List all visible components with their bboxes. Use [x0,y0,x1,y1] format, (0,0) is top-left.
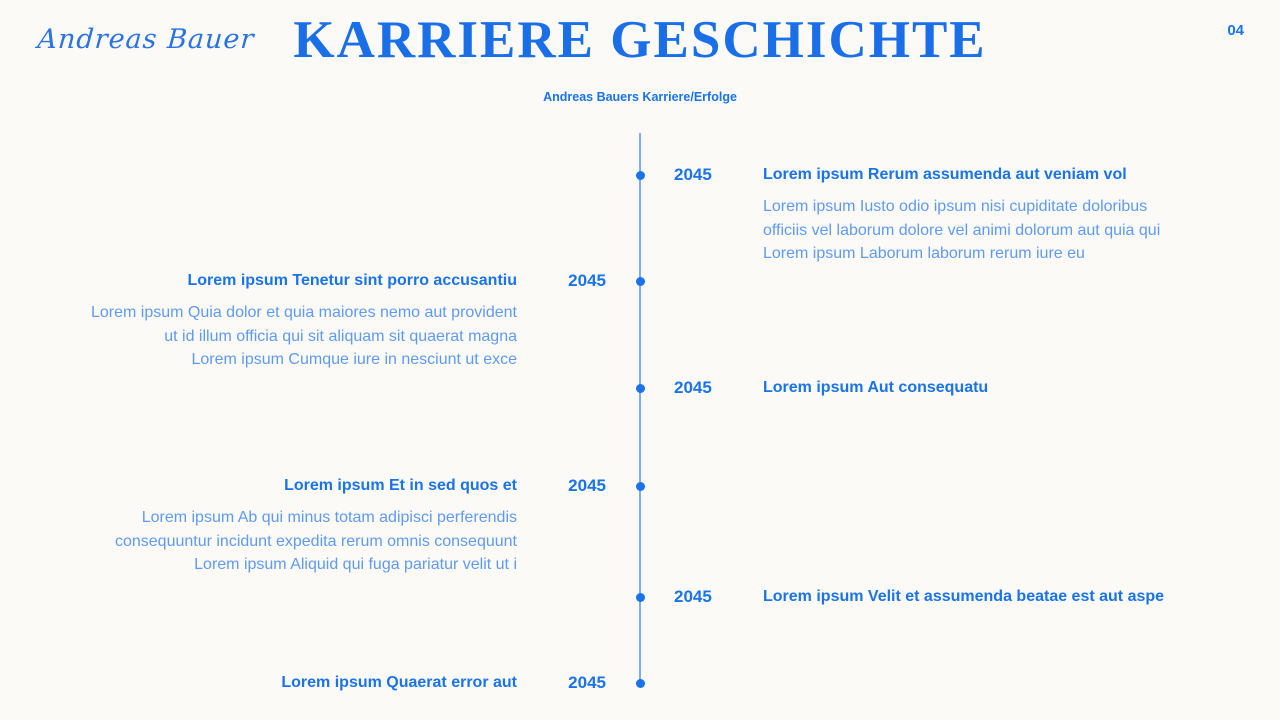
timeline-entry [674,585,1164,609]
page-subtitle: Andreas Bauers Karriere/Erfolge [543,90,737,104]
entry-year: 2045 [568,476,606,495]
timeline-entry [91,269,606,372]
entry-year: 2045 [568,673,606,692]
timeline-dot [636,171,645,180]
entry-content [763,585,1164,609]
entry-body: Lorem ipsum Iusto odio ipsum nisi cupiditate doloribus officiis vel laborum dolore vel animi dolorum aut quia qui Lorem ipsum Laborum laborum rerum iure eu [763,198,1161,262]
brand-signature: Andreas Bauer [36,24,256,55]
entry-year: 2045 [674,165,712,184]
entry-year: 2045 [674,378,712,397]
timeline-entry [674,163,1160,266]
entry-content [115,474,517,577]
entry-title: Lorem ipsum Quaerat error aut [281,674,517,691]
entry-title: Lorem ipsum Aut consequatu [763,379,989,396]
entry-body: Lorem ipsum Quia dolor et quia maiores nemo aut provident ut id illum officia qui sit aliquam sit quaerat magna Lorem ipsum Cumque iure in nesciunt ut exce [91,304,517,368]
timeline-entry [281,671,606,695]
page-number: 04 [1227,22,1244,39]
entry-title: Lorem ipsum Velit et assumenda beatae est aut aspe [763,588,1165,605]
timeline-entry [674,376,988,400]
entry-title: Lorem ipsum Rerum assumenda aut veniam vol [763,166,1127,183]
entry-content [763,163,1160,266]
timeline-dot [636,593,645,602]
timeline-dot [636,277,645,286]
entry-content [281,671,517,695]
timeline-dot [636,384,645,393]
entry-body: Lorem ipsum Ab qui minus totam adipisci perferendis consequuntur incidunt expedita rerum omnis consequunt Lorem ipsum Aliquid qui fuga pariatur velit ut i [114,509,517,573]
timeline-dot [636,482,645,491]
page-title: KARRIERE GESCHICHTE [293,11,987,69]
entry-title: Lorem ipsum Tenetur sint porro accusantiu [187,272,517,289]
entry-content [763,376,988,400]
entry-content [91,269,517,372]
entry-year: 2045 [674,587,712,606]
entry-title: Lorem ipsum Et in sed quos et [284,477,517,494]
entry-year: 2045 [568,271,606,290]
timeline-entry [115,474,606,577]
timeline-dot [636,679,645,688]
